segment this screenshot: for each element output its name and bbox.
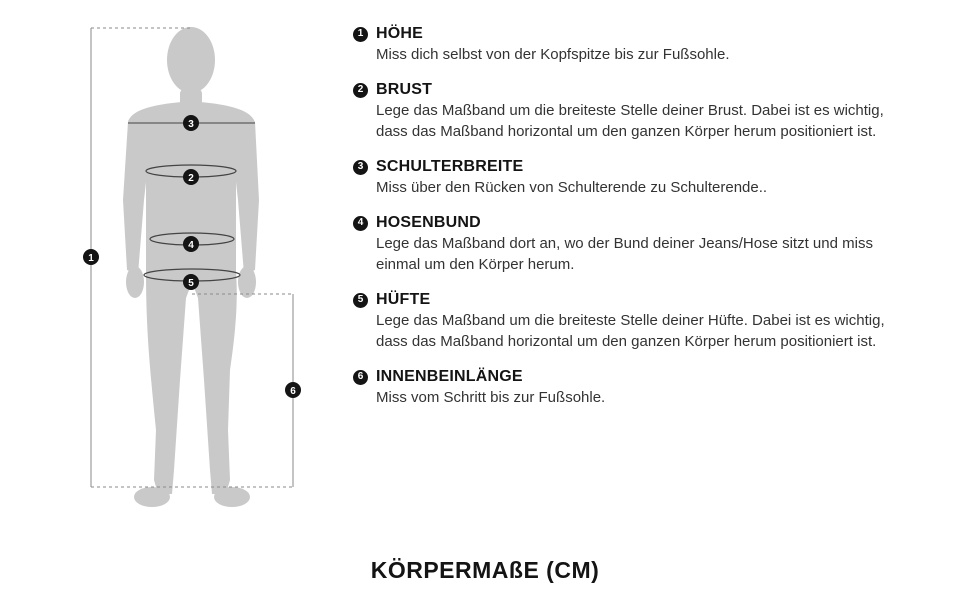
number-badge: 3: [353, 160, 368, 175]
marker-4: [183, 236, 199, 252]
body-figure: [0, 0, 320, 520]
svg-text:1: 1: [88, 253, 94, 264]
number-badge: 5: [353, 293, 368, 308]
measurement-instructions: [353, 24, 913, 423]
measurement-title: HÜFTE: [376, 291, 431, 308]
measurement-title: SCHULTERBREITE: [376, 158, 524, 175]
number-badge: 6: [353, 370, 368, 385]
svg-text:4: 4: [188, 240, 194, 251]
measurement-item-height: [353, 24, 913, 65]
marker-3: [183, 115, 199, 131]
measurement-description: Lege das Maßband um die breiteste Stelle deiner Brust. Dabei ist es wichtig, dass das Maßband horizontal um den ganzen Körper herum positioniert ist.: [376, 102, 884, 140]
svg-text:6: 6: [290, 386, 296, 397]
marker-5: [183, 274, 199, 290]
measurement-item-hip: [353, 290, 913, 352]
number-badge: 4: [353, 216, 368, 231]
marker-6: [285, 382, 301, 398]
human-silhouette: [123, 27, 259, 507]
measurement-title: BRUST: [376, 81, 433, 98]
measurement-description: Miss vom Schritt bis zur Fußsohle.: [376, 389, 606, 406]
measurement-title: HOSENBUND: [376, 214, 481, 231]
svg-text:2: 2: [188, 173, 194, 184]
measurement-description: Lege das Maßband um die breiteste Stelle deiner Hüfte. Dabei ist es wichtig, dass das Maßband horizontal um den ganzen Körper herum positioniert ist.: [376, 312, 885, 350]
svg-text:5: 5: [188, 278, 194, 289]
measurement-title: INNENBEINLÄNGE: [376, 368, 523, 385]
measurement-title: HÖHE: [376, 25, 424, 42]
measurement-item-inseam: [353, 367, 913, 408]
marker-1: [83, 249, 99, 265]
number-badge: 1: [353, 27, 368, 42]
measurement-item-chest: [353, 80, 913, 142]
page-title: KÖRPERMAßE (CM): [370, 557, 600, 583]
measurement-description: Miss über den Rücken von Schulterende zu Schulterende..: [376, 179, 768, 196]
measurement-item-shoulder: [353, 157, 913, 198]
marker-2: [183, 169, 199, 185]
measurement-description: Miss dich selbst von der Kopfspitze bis zur Fußsohle.: [376, 46, 730, 63]
measurement-item-waist: [353, 213, 913, 275]
measurement-description: Lege das Maßband dort an, wo der Bund deiner Jeans/Hose sitzt und miss einmal um den Körper herum.: [376, 235, 873, 273]
number-badge: 2: [353, 83, 368, 98]
svg-text:3: 3: [188, 119, 194, 130]
